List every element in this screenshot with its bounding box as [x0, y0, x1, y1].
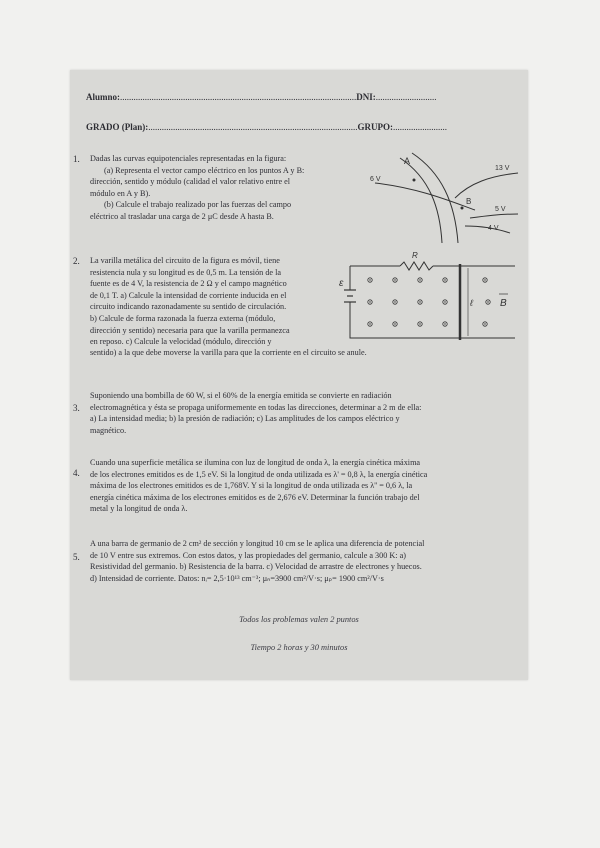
problem-5-text [90, 538, 520, 584]
label-a: A [404, 156, 411, 166]
label-13v: 13 V [495, 165, 510, 172]
equipotential-curve [375, 183, 475, 210]
problem-1-text [90, 153, 385, 223]
field-dot-center [369, 279, 370, 280]
point-b [461, 207, 464, 210]
problem-3-line: Suponiendo una bombilla de 60 W, si el 60% de la energía emitida se convierte en radiación [90, 391, 392, 400]
problem-5-line: d) Intensidad de corriente. Datos: nᵢ= 2,5·10¹³ cm⁻³; μₙ=3900 cm²/V·s; μₚ= 1900 cm²/V·s [90, 573, 384, 583]
equipotential-curve [455, 173, 518, 198]
problem-2-line: La varilla metálica del circuito de la figura es móvil, tiene [90, 256, 280, 265]
problem-4-line: energía cinética máxima de los electrones emitidos es de 2,676 eV. Determinar la función trabajo del [90, 492, 420, 502]
label-length: ℓ [470, 298, 473, 308]
problem-5-line: de 10 V entre sus extremos. Con estos datos, y las propiedades del germanio, calcule a 300 K: a) [90, 550, 406, 560]
field-dot-center [394, 323, 395, 324]
label-emf: ε [339, 278, 344, 289]
problem-4-number: 4. [73, 468, 80, 478]
problem-1-line: dirección, sentido y módulo (calidad el valor relativo entre el [90, 177, 291, 187]
field-dot-center [369, 323, 370, 324]
footer-time: Tiempo 2 horas y 30 minutos [250, 643, 348, 652]
problem-1-line: (a) Representa el vector campo eléctrico en los puntos A y B: [104, 165, 305, 175]
label-5v: 5 V [495, 206, 506, 213]
footer-points: Todos los problemas valen 2 puntos [239, 615, 359, 624]
grado-line: GRADO (Plan):.............................................................................................GRUPO:........................ [86, 122, 447, 132]
field-dot-center [419, 323, 420, 324]
problem-5-line: Resistividad del germanio. b) Resistencia de la barra. c) Velocidad de arrastre de electrones y huecos. [90, 562, 422, 572]
problem-4-text [90, 457, 520, 515]
equipotential-curve [400, 158, 442, 243]
problem-4-line: máxima de los electrones emitidos es de 1,768V. Y si la longitud de onda utilizada es λ'' = 0,6 λ, la [90, 481, 413, 491]
problem-3-number: 3. [73, 403, 80, 413]
grupo-label: GRUPO: [357, 122, 393, 132]
problem-5-number: 5. [73, 552, 80, 562]
circuit-wire [350, 302, 515, 338]
problem-2-line: circuito indicando razonadamente su sentido de circulación. [90, 302, 287, 312]
alumno-line: Alumno:.........................................................................................................DNI:........................... [86, 92, 437, 102]
problem-4-line: Cuando una superficie metálica se ilumina con luz de longitud de onda λ, la energía cinética máxima [90, 458, 421, 467]
field-dot-center [444, 323, 445, 324]
exam-sheet [70, 70, 528, 680]
circuit-figure [340, 246, 520, 346]
grado-label: GRADO (Plan): [86, 122, 149, 132]
field-dot-center [487, 301, 488, 302]
field-dot-center [369, 301, 370, 302]
problem-2-text [90, 255, 336, 348]
alumno-label: Alumno: [86, 92, 121, 102]
field-dot-center [444, 279, 445, 280]
problem-2-line: dirección y sentido) necesaria para que la varilla permanezca [90, 325, 290, 335]
problem-2-line: fuente es de 4 V, la resistencia de 2 Ω y el campo magnético [90, 279, 287, 289]
problem-2-number: 2. [73, 256, 80, 266]
field-dot-center [444, 301, 445, 302]
label-r: R [412, 251, 418, 260]
problem-3-line: electromagnética y ésta se propaga uniformemente en todas las direcciones, determinar a 2 m de ella: [90, 402, 422, 412]
problem-2-line: en reposo. c) Calcule la velocidad (módulo, dirección y [90, 337, 272, 347]
problem-1-line: Dadas las curvas equipotenciales representadas en la figura: [90, 154, 287, 163]
problem-1-line: módulo en A y B). [90, 188, 151, 198]
problem-2-line: b) Calcule de forma razonada la fuerza externa (módulo, [90, 313, 276, 323]
field-dot-center [394, 279, 395, 280]
field-dot-center [484, 279, 485, 280]
problem-1-line: eléctrico al trasladar una carga de 2 μC desde A hasta B. [90, 211, 274, 221]
field-dot-center [419, 301, 420, 302]
field-dot-center [484, 323, 485, 324]
field-dot-center [394, 301, 395, 302]
problem-2-last-line: sentido) a la que debe moverse la varilla para que la corriente en el circuito se anule. [90, 348, 367, 357]
problem-3-line: magnético. [90, 425, 127, 435]
equipotential-curve [470, 214, 518, 218]
problem-2-line: resistencia nula y su longitud es de 0,5 m. La tensión de la [90, 267, 281, 277]
label-6v: 6 V [370, 176, 381, 183]
problem-2-line: de 0,1 T. a) Calcule la intensidad de corriente inducida en el [90, 290, 287, 300]
problem-4-line: de los electrones emitidos es de 1,5 eV. Si la longitud de onda utilizada es λ' = 0,8 λ, la energía cinética [90, 469, 428, 479]
problem-5-line: A una barra de germanio de 2 cm² de sección y longitud 10 cm se le aplica una diferencia de potencial [90, 539, 425, 548]
label-4v: 4 V [488, 225, 499, 232]
resistor [400, 262, 433, 270]
problem-3-line: a) La intensidad media; b) la presión de radiación; c) Las amplitudes de los campos eléctrico y [90, 414, 400, 424]
problem-1-line: (b) Calcule el trabajo realizado por las fuerzas del campo [104, 200, 292, 210]
problem-1-number: 1. [73, 154, 80, 164]
label-b: B [466, 197, 472, 206]
problem-4-line: metal y la longitud de onda λ. [90, 504, 188, 514]
point-a [413, 179, 416, 182]
equipotential-figure [370, 148, 520, 243]
dni-label: DNI: [356, 92, 376, 102]
problem-3-text [90, 390, 520, 436]
equipotential-curve [412, 153, 458, 243]
field-dot-center [419, 279, 420, 280]
label-b-field: B [500, 298, 507, 309]
